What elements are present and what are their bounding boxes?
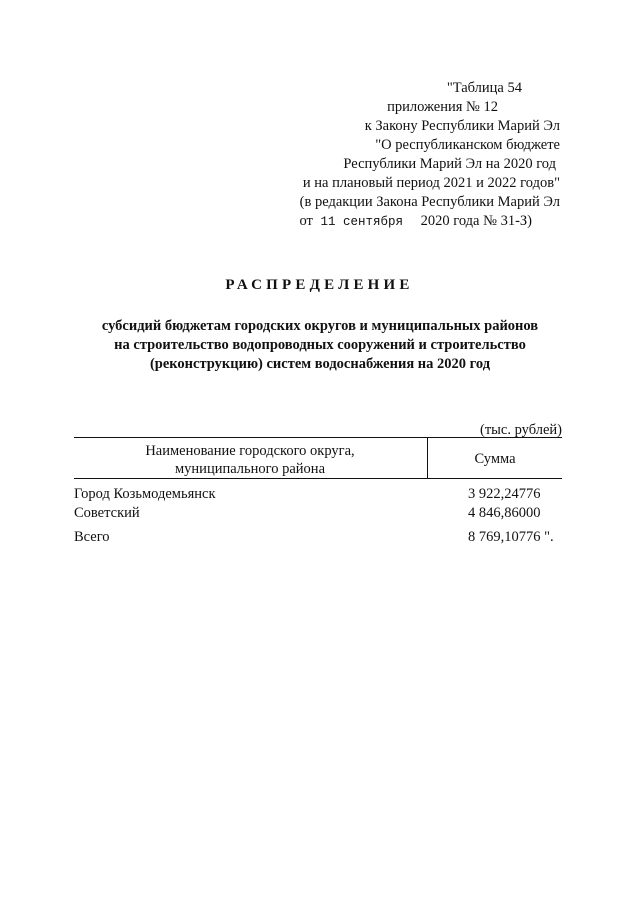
document-subtitle xyxy=(60,317,580,374)
header-line: "Таблица 54 xyxy=(446,80,522,96)
row-name: Город Козьмодемьянск xyxy=(74,486,216,502)
header-line: Республики Марий Эл на 2020 год xyxy=(343,156,556,172)
column-header-sum: Сумма xyxy=(474,451,516,467)
document-title: РАСПРЕДЕЛЕНИЕ xyxy=(225,277,414,293)
row-value: 4 846,86000 xyxy=(468,505,541,521)
table-total-row xyxy=(74,529,562,548)
amendment-date-line xyxy=(230,212,560,232)
header-line: приложения № 12 xyxy=(387,99,498,115)
table-row xyxy=(74,505,562,524)
header-line: "О республиканском бюджете xyxy=(375,137,560,153)
table-header xyxy=(74,437,562,479)
subtitle-line: на строительство водопроводных сооружений и строительство xyxy=(114,337,526,353)
table-body xyxy=(74,486,562,548)
header-line: и на плановый период 2021 и 2022 годов" xyxy=(302,175,560,191)
units-note: (тыс. рублей) xyxy=(480,422,562,438)
subtitle-line: субсидий бюджетам городских округов и муниципальных районов xyxy=(101,318,539,334)
row-value: 3 922,24776 xyxy=(468,486,541,502)
column-header-name-line: Наименование городского округа, xyxy=(145,443,355,459)
table-row xyxy=(74,486,562,505)
header-line: к Закону Республики Марий Эл xyxy=(364,118,560,134)
header-line: (в редакции Закона Республики Марий Эл xyxy=(299,194,560,210)
distribution-table xyxy=(74,437,562,545)
amendment-prefix: от xyxy=(299,213,313,229)
total-label: Всего xyxy=(74,529,110,545)
column-header-name-line: муниципального района xyxy=(175,461,325,477)
total-value: 8 769,10776 ". xyxy=(468,529,554,545)
amendment-date: 11 сентября xyxy=(320,215,403,229)
row-name: Советский xyxy=(74,505,140,521)
column-header-name xyxy=(74,442,426,478)
amendment-suffix: 2020 года № 31-З) xyxy=(420,213,532,229)
law-reference-header xyxy=(230,79,560,232)
subtitle-line: (реконструкцию) систем водоснабжения на 2020 год xyxy=(149,356,491,372)
